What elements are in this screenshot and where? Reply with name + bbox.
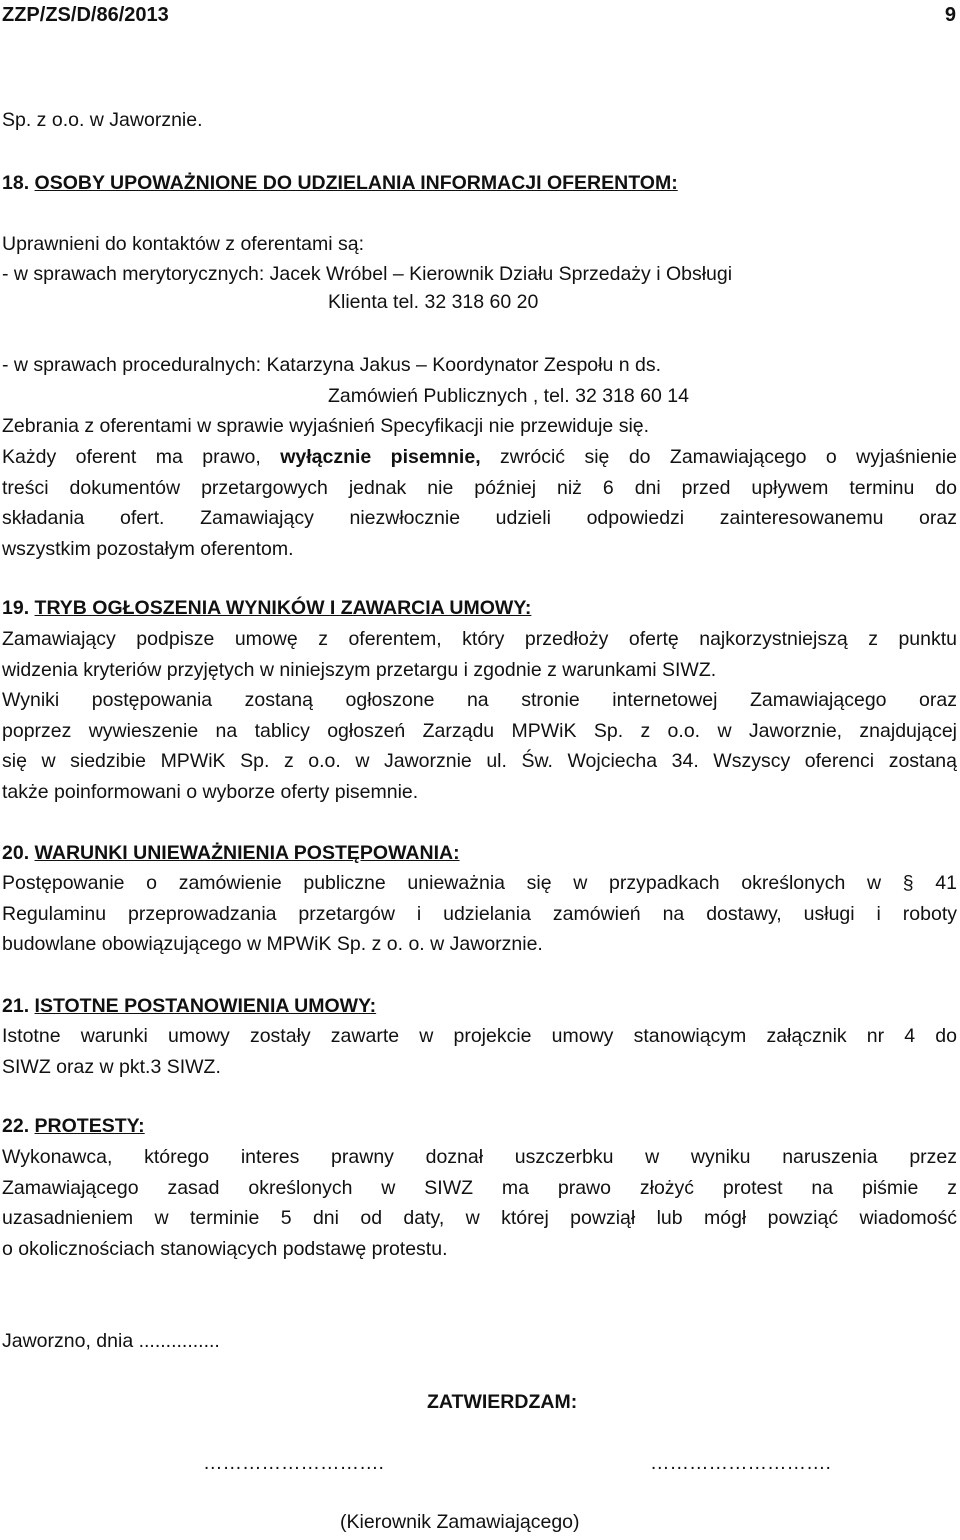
s19-line-5: się w siedzibie MPWiK Sp. z o.o. w Jaworznie ul. Św. Wojciecha 34. Wszyscy oferenci zostaną: [2, 750, 957, 772]
section-20-heading: [2, 841, 460, 865]
intro-line: Sp. z o.o. w Jaworznie.: [2, 109, 203, 131]
s21-line-2: SIWZ oraz w pkt.3 SIWZ.: [2, 1055, 221, 1078]
s20-line-1: Postępowanie o zamówienie publiczne unieważnia się w przypadkach określonych w § 41: [2, 872, 957, 894]
s18-line-2: - w sprawach merytorycznych: Jacek Wróbel – Kierownik Działu Sprzedaży i Obsługi: [2, 263, 733, 285]
s20-paragraph: [2, 868, 957, 960]
section-title: WARUNKI UNIEWAŻNIENIA POSTĘPOWANIA:: [34, 842, 460, 864]
s19-line-1: Zamawiający podpisze umowę z oferentem, który przedłoży ofertę najkorzystniejszą z punktu: [2, 628, 957, 650]
section-18-heading: [2, 171, 678, 195]
s19-line-3: Wyniki postępowania zostaną ogłoszone na stronie internetowej Zamawiającego oraz: [2, 689, 957, 711]
s19-line-4: poprzez wywieszenie na tablicy ogłoszeń Zarządu MPWiK Sp. z o.o. w Jaworznie, znajdującej: [2, 719, 957, 742]
section-title: TRYB OGŁOSZENIA WYNIKÓW I ZAWARCIA UMOWY:: [34, 597, 532, 619]
s18-paragraph: [2, 442, 957, 564]
approval-label: ZATWIERDZAM:: [427, 1391, 578, 1413]
section-title: PROTESTY:: [34, 1115, 145, 1137]
s18-line-1: Uprawnieni do kontaktów z oferentami są:: [2, 233, 365, 255]
s19-line-2: widzenia kryteriów przyjętych w niniejszym przetargu i zgodnie z warunkami SIWZ.: [2, 658, 717, 681]
section-19-heading: [2, 596, 531, 620]
page-header: [2, 4, 956, 30]
section-number: 18.: [2, 172, 30, 194]
s18-line-3: Klienta tel. 32 318 60 20: [328, 291, 539, 313]
s22-paragraph: [2, 1142, 957, 1264]
signatory-caption: (Kierownik Zamawiającego): [340, 1511, 580, 1533]
section-22-heading: [2, 1114, 145, 1138]
text-run: Każdy oferent ma prawo,: [2, 446, 261, 468]
section-number: 19.: [2, 597, 30, 619]
emphasis-text: wyłącznie pisemnie,: [280, 446, 481, 468]
s20-line-3: budowlane obowiązującego w MPWiK Sp. z o. o. w Jaworznie.: [2, 933, 543, 955]
section-21-heading: [2, 994, 376, 1018]
s18-line-5: Zamówień Publicznych , tel. 32 318 60 14: [328, 385, 689, 407]
section-number: 22.: [2, 1115, 30, 1137]
text-run: zwrócić się do Zamawiającego o wyjaśnienie: [500, 446, 957, 468]
s22-line-2: Zamawiającego zasad określonych w SIWZ ma prawo złożyć protest na piśmie z: [2, 1176, 957, 1199]
s19-paragraph: [2, 624, 957, 807]
section-number: 21.: [2, 995, 30, 1017]
s22-line-3: uzasadnieniem w terminie 5 dni od daty, w której powziął lub mógł powziąć wiadomość: [2, 1207, 957, 1229]
signature-dots-right: ……………………….: [650, 1452, 831, 1474]
s20-line-2: Regulaminu przeprowadzania przetargów i udzielania zamówień na dostawy, usługi i roboty: [2, 902, 957, 925]
s19-line-6: także poinformowani o wyborze oferty pisemnie.: [2, 780, 419, 803]
section-title: OSOBY UPOWAŻNIONE DO UDZIELANIA INFORMACJI OFERENTOM:: [34, 172, 678, 194]
document-reference: ZZP/ZS/D/86/2013: [2, 4, 169, 26]
section-number: 20.: [2, 842, 30, 864]
s22-line-4: o okolicznościach stanowiących podstawę protestu.: [2, 1237, 448, 1260]
s18-paragraph-line-3: składania ofert. Zamawiający niezwłocznie udzieli odpowiedzi zainteresowanemu oraz: [2, 507, 957, 529]
s18-paragraph-line-1: [2, 442, 957, 473]
s18-paragraph-line-4: wszystkim pozostałym oferentom.: [2, 537, 294, 560]
s22-line-1: Wykonawca, którego interes prawny doznał uszczerbku w wyniku naruszenia przez: [2, 1146, 957, 1168]
place-and-date: Jaworzno, dnia ...............: [2, 1330, 220, 1352]
s18-line-4: - w sprawach proceduralnych: Katarzyna Jakus – Koordynator Zespołu n ds.: [2, 354, 662, 376]
section-title: ISTOTNE POSTANOWIENIA UMOWY:: [34, 995, 377, 1017]
s18-line-6: Zebrania z oferentami w sprawie wyjaśnień Specyfikacji nie przewiduje się.: [2, 415, 650, 437]
s18-paragraph-line-2: treści dokumentów przetargowych jednak nie później niż 6 dni przed upływem terminu do: [2, 476, 957, 499]
s21-line-1: Istotne warunki umowy zostały zawarte w projekcie umowy stanowiącym załącznik nr 4 do: [2, 1025, 957, 1047]
page-number: 9: [944, 4, 956, 26]
s21-paragraph: [2, 1021, 957, 1082]
signature-dots-left: ……………………….: [203, 1452, 384, 1474]
